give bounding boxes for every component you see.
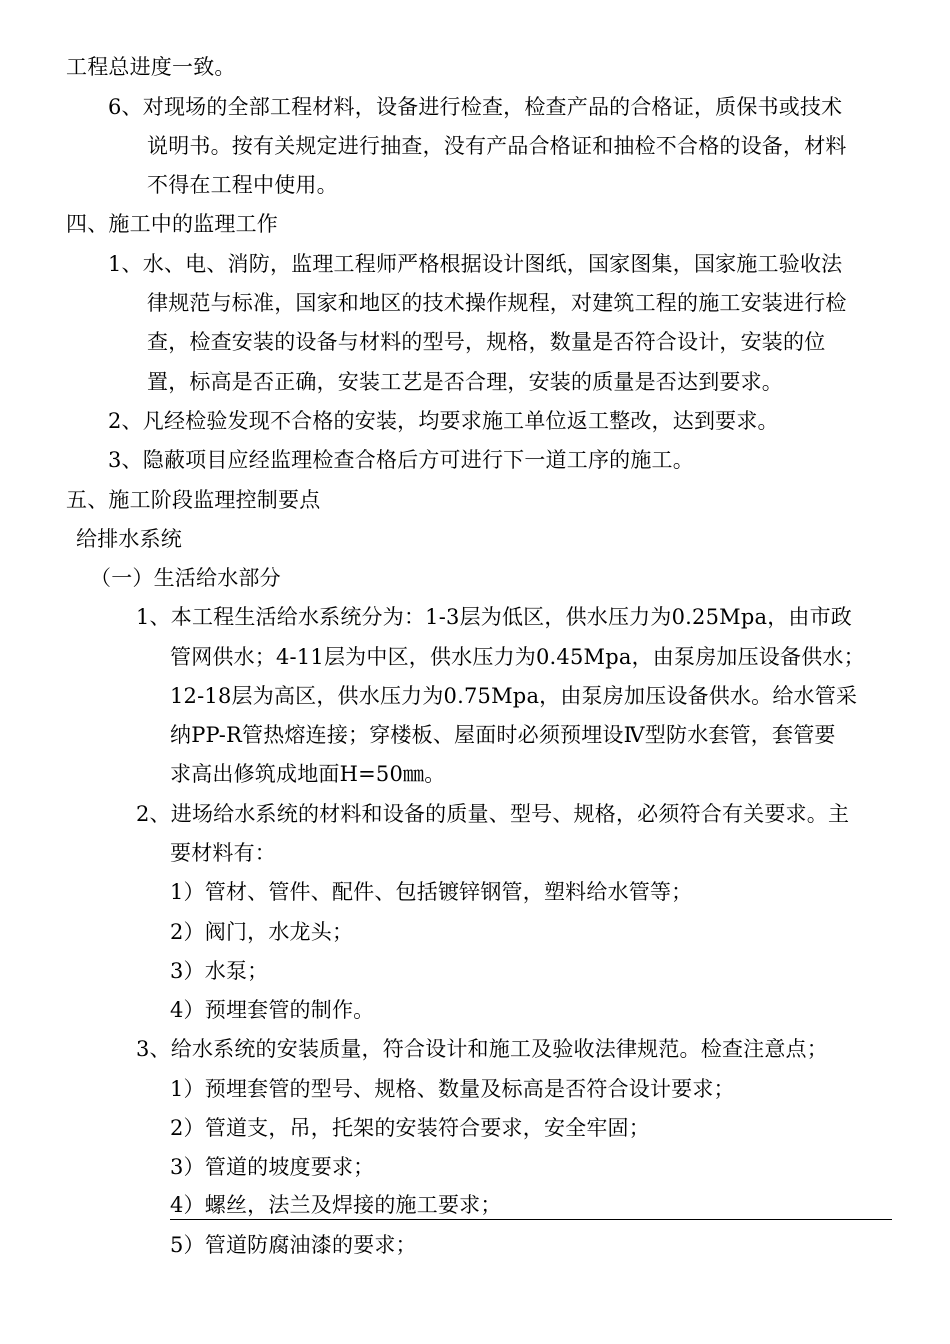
list-item: 2、进场给水系统的材料和设备的质量、型号、规格，必须符合有关要求。主 <box>136 802 850 826</box>
list-item: 3、隐蔽项目应经监理检查合格后方可进行下一道工序的施工。 <box>108 448 694 472</box>
list-item: 1）管材、管件、配件、包括镀锌钢管，塑料给水管等； <box>170 880 693 904</box>
list-item: 1）预埋套管的型号、规格、数量及标高是否符合设计要求； <box>170 1077 735 1101</box>
list-item: 3）水泵； <box>170 959 269 983</box>
text-line: 工程总进度一致。 <box>66 55 236 79</box>
text-line: 求高出修筑成地面H=50㎜。 <box>170 762 446 786</box>
text-line: 律规范与标准，国家和地区的技术操作规程，对建筑工程的施工安装进行检 <box>147 291 847 315</box>
list-item: 1、水、电、消防，监理工程师严格根据设计图纸，国家图集，国家施工验收法 <box>108 252 843 276</box>
section-heading: 四、施工中的监理工作 <box>66 212 278 236</box>
underline-rule <box>170 1219 892 1220</box>
subsection-heading: 给排水系统 <box>76 527 182 551</box>
subsection-heading: （一）生活给水部分 <box>90 566 281 590</box>
list-item: 5）管道防腐油漆的要求； <box>170 1233 417 1257</box>
list-item: 4）螺丝，法兰及焊接的施工要求； <box>170 1193 502 1217</box>
text-line: 12-18层为高区，供水压力为0.75Mpa，由泵房加压设备供水。给水管采 <box>170 684 858 708</box>
section-heading: 五、施工阶段监理控制要点 <box>66 488 321 512</box>
list-item: 3）管道的坡度要求； <box>170 1155 375 1179</box>
text-line: 要材料有： <box>170 841 276 865</box>
text-line: 置，标高是否正确，安装工艺是否合理，安装的质量是否达到要求。 <box>147 370 783 394</box>
text-line: 查，检查安装的设备与材料的型号，规格，数量是否符合设计，安装的位 <box>147 330 826 354</box>
list-item: 1、本工程生活给水系统分为：1-3层为低区，供水压力为0.25Mpa，由市政 <box>136 605 852 629</box>
list-item: 4）预埋套管的制作。 <box>170 998 375 1022</box>
text-line: 管网供水；4-11层为中区，供水压力为0.45Mpa，由泵房加压设备供水； <box>170 645 865 669</box>
list-item: 6、对现场的全部工程材料，设备进行检查，检查产品的合格证，质保书或技术 <box>108 95 843 119</box>
text-line: 说明书。按有关规定进行抽查，没有产品合格证和抽检不合格的设备，材料 <box>147 134 847 158</box>
text-line: 不得在工程中使用。 <box>147 173 338 197</box>
list-item: 2）阀门，水龙头； <box>170 920 354 944</box>
list-item: 2、凡经检验发现不合格的安装，均要求施工单位返工整改，达到要求。 <box>108 409 779 433</box>
list-item: 2）管道支，吊，托架的安装符合要求，安全牢固； <box>170 1116 650 1140</box>
list-item: 3、给水系统的安装质量，符合设计和施工及验收法律规范。检查注意点； <box>136 1037 828 1061</box>
text-line: 纳PP-R管热熔连接；穿楼板、屋面时必须预埋设Ⅳ型防水套管，套管要 <box>170 723 836 747</box>
